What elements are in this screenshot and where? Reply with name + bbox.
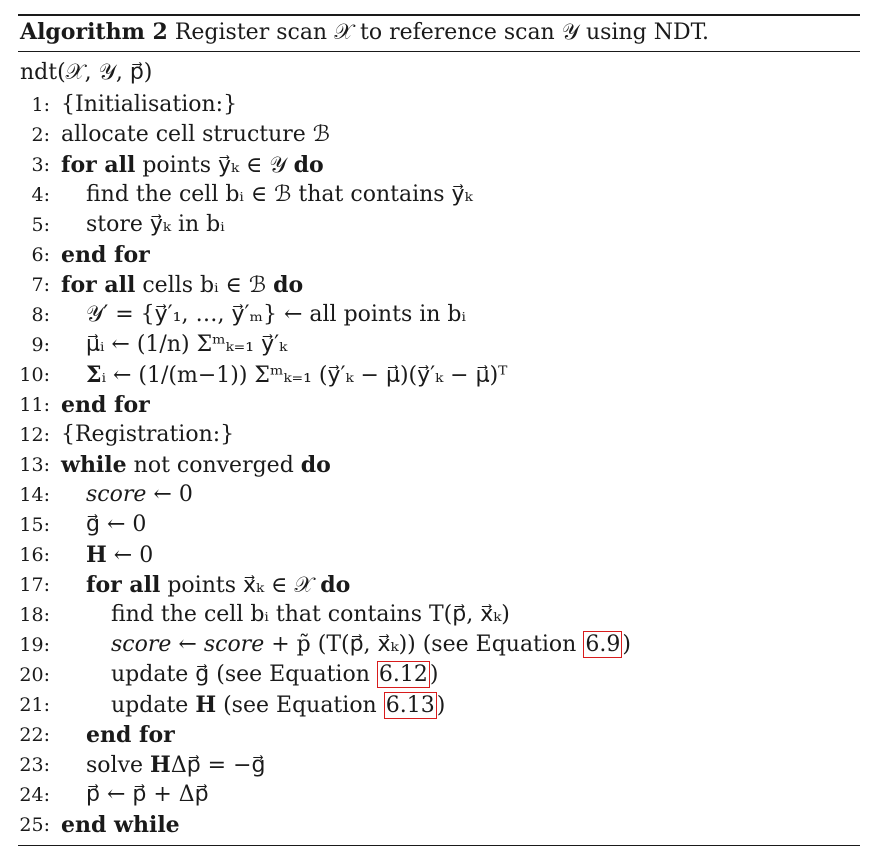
algorithm-line — [0, 150, 876, 180]
code-text: g⃗ ← 0 — [86, 512, 147, 537]
algorithm-line — [0, 720, 876, 750]
top-rule — [18, 14, 860, 16]
line-code — [86, 540, 153, 571]
line-number: 19: — [19, 634, 50, 656]
algorithm-line — [0, 630, 876, 660]
code-text: solve — [86, 753, 151, 778]
code-text: ) — [622, 632, 631, 657]
line-number: 24: — [19, 784, 50, 806]
line-code — [86, 300, 466, 330]
algorithm-line — [0, 570, 876, 600]
line-number: 12: — [19, 424, 50, 446]
code-text: find the cell bᵢ that contains T(p⃗, x⃗ₖ) — [111, 602, 510, 627]
keyword: do — [320, 572, 351, 598]
line-number: 8: — [31, 304, 50, 326]
keyword: for all — [86, 572, 161, 598]
keyword: do — [300, 452, 331, 478]
keyword: end while — [61, 812, 180, 838]
function-signature: ndt(𝒳, 𝒴, p⃗) — [20, 60, 153, 85]
algorithm-line — [0, 270, 876, 300]
line-number: 4: — [31, 184, 50, 206]
line-number: 11: — [19, 394, 50, 416]
algorithm-line — [0, 540, 876, 570]
keyword: do — [293, 152, 324, 178]
code-text: not converged — [126, 453, 301, 478]
line-code — [86, 210, 225, 240]
line-number: 20: — [19, 664, 50, 686]
line-number: 7: — [31, 274, 50, 296]
line-number: 2: — [31, 124, 50, 146]
math-var: score — [111, 632, 172, 657]
keyword: H — [86, 542, 107, 568]
code-text: find the cell bᵢ ∈ ℬ that contains y⃗ₖ — [86, 182, 473, 207]
caption-rule — [18, 51, 860, 52]
code-text: ← — [171, 632, 204, 657]
line-number: 22: — [19, 724, 50, 746]
code-text: ← 0 — [106, 543, 154, 568]
line-code — [86, 330, 287, 360]
line-code — [61, 270, 303, 301]
algorithm-line — [0, 390, 876, 420]
algorithm-line — [0, 300, 876, 330]
line-code — [61, 810, 180, 841]
line-number: 14: — [19, 484, 50, 506]
keyword: while — [61, 452, 127, 478]
line-number: 23: — [19, 754, 50, 776]
algorithm-line — [0, 480, 876, 510]
keyword: H — [150, 752, 171, 778]
line-code — [86, 360, 507, 391]
line-number: 3: — [31, 154, 50, 176]
line-number: 18: — [19, 604, 50, 626]
line-code — [111, 600, 510, 630]
line-number: 5: — [31, 214, 50, 236]
algorithm-line — [0, 210, 876, 240]
code-text: ) — [436, 693, 446, 718]
line-number: 25: — [19, 814, 50, 836]
algorithm-line — [0, 360, 876, 390]
line-code — [86, 570, 350, 601]
algorithm-line — [0, 810, 876, 840]
line-code — [86, 480, 193, 510]
line-code — [61, 420, 234, 450]
algorithm-line — [0, 240, 876, 270]
line-number: 17: — [19, 574, 50, 596]
algorithm-line — [0, 450, 876, 480]
algorithm-line — [0, 660, 876, 690]
algorithm-line — [0, 330, 876, 360]
algorithm-label: Algorithm 2 — [20, 19, 168, 45]
code-text: + p̃ (T(p⃗, x⃗ₖ)) (see Equation — [264, 632, 584, 657]
keyword: Σ — [86, 362, 102, 388]
code-text: p⃗ ← p⃗ + Δp⃗ — [86, 782, 209, 807]
code-text: {Registration:} — [61, 422, 235, 447]
code-text: update — [111, 693, 196, 718]
line-code — [86, 510, 146, 540]
line-code — [61, 240, 150, 271]
equation-ref-link[interactable]: 6.9 — [585, 632, 621, 657]
algorithm-title: Register scan 𝒳 to reference scan 𝒴 using NDT. — [174, 20, 710, 45]
line-code — [111, 690, 445, 721]
line-code — [61, 150, 324, 181]
algorithm-caption — [20, 17, 709, 48]
line-code — [86, 750, 265, 781]
math-var: score — [86, 482, 147, 507]
code-text: points y⃗ₖ ∈ 𝒴 — [135, 153, 294, 178]
code-text: allocate cell structure ℬ — [61, 122, 331, 147]
algorithm-line — [0, 90, 876, 120]
math-var: score — [203, 632, 265, 657]
algorithm-line — [0, 180, 876, 210]
code-text: cells bᵢ ∈ ℬ — [135, 273, 274, 298]
line-number: 10: — [19, 364, 50, 386]
line-number: 16: — [19, 544, 50, 566]
code-text: update g⃗ (see Equation — [111, 662, 377, 687]
code-text: 𝒴′ = {y⃗′₁, …, y⃗′ₘ} ← all points in bᵢ — [86, 302, 466, 327]
line-number: 9: — [31, 334, 50, 356]
line-number: 15: — [19, 514, 50, 536]
algorithm-line — [0, 420, 876, 450]
line-code — [61, 90, 237, 120]
equation-ref-link[interactable]: 6.13 — [385, 693, 435, 718]
code-text: {Initialisation:} — [61, 92, 238, 117]
equation-ref-link[interactable]: 6.12 — [378, 662, 428, 687]
keyword: for all — [61, 272, 136, 298]
bottom-rule — [18, 845, 860, 846]
line-code — [86, 780, 209, 810]
keyword: do — [273, 272, 304, 298]
algorithm-line — [0, 690, 876, 720]
algorithm-body — [0, 90, 876, 840]
keyword: end for — [61, 392, 150, 418]
keyword: for all — [61, 152, 136, 178]
line-code — [61, 450, 331, 481]
code-text: store y⃗ₖ in bᵢ — [86, 212, 225, 237]
code-text: ← 0 — [146, 482, 193, 507]
code-text: μ⃗ᵢ ← (1/n) Σᵐₖ₌₁ y⃗′ₖ — [86, 332, 288, 357]
line-code — [61, 120, 330, 150]
algorithm-line — [0, 510, 876, 540]
line-code — [61, 390, 150, 421]
line-number: 13: — [19, 454, 50, 476]
algorithm-line — [0, 750, 876, 780]
algorithm-line — [0, 120, 876, 150]
algorithm-line — [0, 780, 876, 810]
code-text: ) — [429, 662, 439, 687]
keyword: H — [195, 692, 217, 718]
line-code — [111, 630, 631, 660]
line-code — [86, 720, 175, 751]
code-text: (see Equation — [216, 693, 384, 718]
code-text: points x⃗ₖ ∈ 𝒳 — [160, 573, 321, 598]
keyword: end for — [86, 722, 175, 748]
algorithm-line — [0, 600, 876, 630]
line-code — [86, 180, 473, 210]
line-number: 1: — [31, 94, 50, 116]
line-number: 21: — [19, 694, 50, 716]
code-text: ᵢ ← (1/(m−1)) Σᵐₖ₌₁ (y⃗′ₖ − μ⃗)(y⃗′ₖ − μ⃗)ᵀ — [101, 363, 508, 388]
code-text: Δp⃗ = −g⃗ — [170, 753, 266, 778]
line-number: 6: — [31, 244, 50, 266]
line-code — [111, 660, 438, 690]
keyword: end for — [61, 242, 150, 268]
